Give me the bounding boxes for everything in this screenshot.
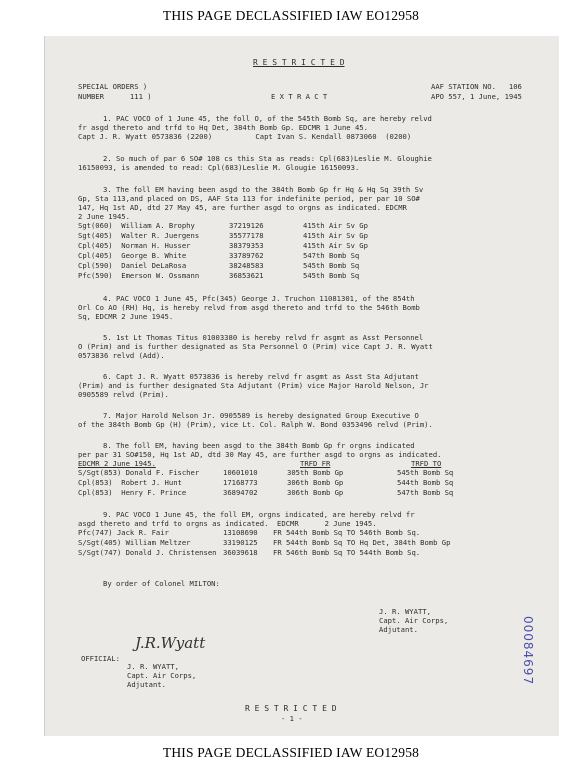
p8-roster-cell: Cpl(853) Henry F. Prince	[78, 488, 187, 497]
p9-roster-cell: 13108690	[223, 528, 258, 537]
p3-roster-cell: 545th Bomb Sq	[303, 261, 360, 270]
banner-bottom: THIS PAGE DECLASSIFIED IAW EO12958	[162, 745, 420, 760]
p8-header-from: TRFD FR	[300, 459, 331, 468]
official-label: OFFICIAL:	[81, 654, 120, 663]
p3-roster-cell: 33789762	[229, 251, 264, 260]
p8-roster-cell: 306th Bomb Gp	[287, 488, 344, 497]
extract-label: E X T R A C T	[271, 92, 328, 101]
special-orders-label: SPECIAL ORDERS )	[78, 82, 148, 91]
p3-roster-cell: 415th Air Sv Gp	[303, 231, 368, 240]
p9-roster-cell: FR 544th Bomb Sq TO Hq Det, 384th Bomb Gp	[273, 538, 451, 547]
p3-roster-cell: 415th Air Sv Gp	[303, 221, 368, 230]
banner-top: THIS PAGE DECLASSIFIED IAW EO12958	[162, 8, 420, 23]
p9-roster-cell: 33190125	[223, 538, 258, 547]
p8-header-to: TRFD TO	[411, 459, 442, 468]
restricted-footer: R E S T R I C T E D	[245, 704, 337, 713]
page-number: - 1 -	[281, 714, 303, 723]
station-label: AAF STATION NO. 106	[431, 82, 522, 91]
p9-roster-cell: 36039618	[223, 548, 258, 557]
p3-roster-cell: Sgt(405) Walter R. Juergens	[78, 231, 200, 240]
restricted-header: R E S T R I C T E D	[253, 58, 345, 67]
apo-date: APO 557, 1 June, 1945	[431, 92, 522, 101]
p8-roster-cell: 10601010	[223, 468, 258, 477]
p3-roster-cell: 38248583	[229, 261, 264, 270]
p8-roster-cell: 17168773	[223, 478, 258, 487]
archive-stamp: 00084697	[521, 616, 535, 686]
order-number: NUMBER 111 )	[78, 92, 152, 101]
p8-roster-cell: 306th Bomb Gp	[287, 478, 344, 487]
handwritten-signature: J.R.Wyatt	[135, 634, 206, 652]
p8-roster-cell: S/Sgt(853) Donald F. Fischer	[78, 468, 200, 477]
p3-roster-cell: 37219126	[229, 221, 264, 230]
p3-roster-cell: Cpl(590) Daniel DeLaRosa	[78, 261, 187, 270]
p3-roster-cell: Sgt(060) William A. Brophy	[78, 221, 195, 230]
p8-roster-cell: 305th Bomb Gp	[287, 468, 344, 477]
p8-roster-cell: 544th Bomb Sq	[397, 478, 454, 487]
by-order-line: By order of Colonel MILTON:	[103, 579, 220, 588]
p3-roster-cell: 547th Bomb Sq	[303, 251, 360, 260]
p9-roster-cell: FR 546th Bomb Sq TO 544th Bomb Sq.	[273, 548, 421, 557]
p3-roster-cell: Cpl(405) George B. White	[78, 251, 187, 260]
p8-roster-cell: 547th Bomb Sq	[397, 488, 454, 497]
p3-roster-cell: Cpl(405) Norman H. Husser	[78, 241, 191, 250]
p8-roster-cell: Cpl(853) Robert J. Hunt	[78, 478, 182, 487]
p8-roster-cell: 36894702	[223, 488, 258, 497]
p9-roster-cell: S/Sgt(405) William Meltzer	[78, 538, 191, 547]
p3-roster-cell: 35577178	[229, 231, 264, 240]
p9-roster-cell: S/Sgt(747) Donald J. Christensen	[78, 548, 217, 557]
p9-roster-cell: Pfc(747) Jack R. Fair	[78, 528, 169, 537]
p3-roster-cell: 545th Bomb Sq	[303, 271, 360, 280]
p9-roster-cell: FR 544th Bomb Sq TO 546th Bomb Sq.	[273, 528, 421, 537]
p8-roster-cell: 545th Bomb Sq	[397, 468, 454, 477]
p3-roster-cell: 415th Air Sv Gp	[303, 241, 368, 250]
p3-roster-cell: 36853621	[229, 271, 264, 280]
document-sheet: R E S T R I C T E D SPECIAL ORDERS ) AAF STATION NO. 106 NUMBER 111 ) E X T R A C T APO 557, 1 June, 1945 1. PAC VOCO of 1 June 45, the foll O, of the 545th Bomb Sq, are hereby relvd fr asgd thereto and trfd to Hq Det, 384th Bomb Gp. EDCMR 1 June 45. Capt J. R. Wyatt 0573836 (2200) Capt Ivan S. Kendall 0873060 (0200) 2. So much of par 6 SO# 108 cs this Sta as reads: Cpl(683)Leslie M. Gloughie 16150093, is amended to read: Cpl(683)Leslie M. Glougie 16150093. 3. The foll EM having been asgd to the 384th Bomb Gp fr Hq & Hq Sq 39th Sv Gp, Sta 113,and placed on DS, AAF Sta 113 for indefinite period, per par 10 SO# 147, Hq 1st AD, dtd 27 May 45, are further asgd to orgns as indicated. EDCMR 2 June 1945. Sgt(060) William A. Brophy 37219126 415th Air Sv Gp Sgt(405) Walter R. Juergens 35577178 415th Air Sv Gp Cpl(405) Norman H. Husser 38379353 415th Air Sv Gp Cpl(405) George B. White 33789762 547th Bomb Sq Cpl(590) Daniel DeLaRosa 38248583 545th Bomb Sq Pfc(590) Emerson W. Ossmann 36853621 545th Bomb Sq 4. PAC VOCO 1 June 45, Pfc(345) George J. Truchon 11081301, of the 854th Orl Co AO (RH) Hq, is hereby relvd from asgd thereto and trfd to the 546th Bomb Sq, EDCMR 2 June 1945. 5. 1st Lt Thomas Titus 01003380 is hereby relvd fr asgmt as Asst Personnel O (Prim) and is further designated as Sta Personnel O (Prim) vice Capt J. R. Wyatt 0573836 relvd (Add). 6. Capt J. R. Wyatt 0573836 is hereby relvd fr asgmt as Asst Sta Adjutant (Prim) and is further designated Sta Adjutant (Prim) vice Major Harold Nelson, Jr 0905589 relvd (Prim). 7. Major Harold Nelson Jr. 0905589 is hereby designated Group Executive O of the 384th Bomb Gp (H) (Prim), vice Lt. Col. Ralph W. Bond 0353496 relvd (Prim). 8. The foll EM, having been asgd to the 384th Bomb Gp fr orgns indicated per par 31 SO#150, Hq 1st AD, dtd 30 May 45, are further asgd to orgns as indicated. EDCMR 2 June 1945. TRFD FR TRFD TO S/Sgt(853) Donald F. Fischer 10601010 305th Bomb Gp 545th Bomb Sq Cpl(853) Robert J. Hunt 17168773 306th Bomb Gp 544th Bomb Sq Cpl(853) Henry F. Prince 36894702 306th Bomb Gp 547th Bomb Sq 9. PAC VOCO 1 June 45, the foll EM, orgns indicated, are hereby relvd fr asgd thereto and trfd to orgns as indicated. EDCMR 2 June 1945. Pfc(747) Jack R. Fair 13108690 FR 544th Bomb Sq TO 546th Bomb Sq. S/Sgt(405) William Meltzer 33190125 FR 544th Bomb Sq TO Hq Det, 384th Bomb Gp S/Sgt(747) Donald J. Christensen 36039618 FR 546th Bomb Sq TO 544th Bomb Sq. By order of Colonel MILTON: J. R. WYATT, Capt. Air Corps, Adjutant. OFFICIAL: J.R.Wyatt J. R. WYATT, Capt. Air Corps, Adjutant. R E S T R I C T E D - 1 - 00084697	[44, 36, 559, 736]
p3-roster-cell: Pfc(590) Emerson W. Ossmann	[78, 271, 200, 280]
p3-roster-cell: 38379353	[229, 241, 264, 250]
